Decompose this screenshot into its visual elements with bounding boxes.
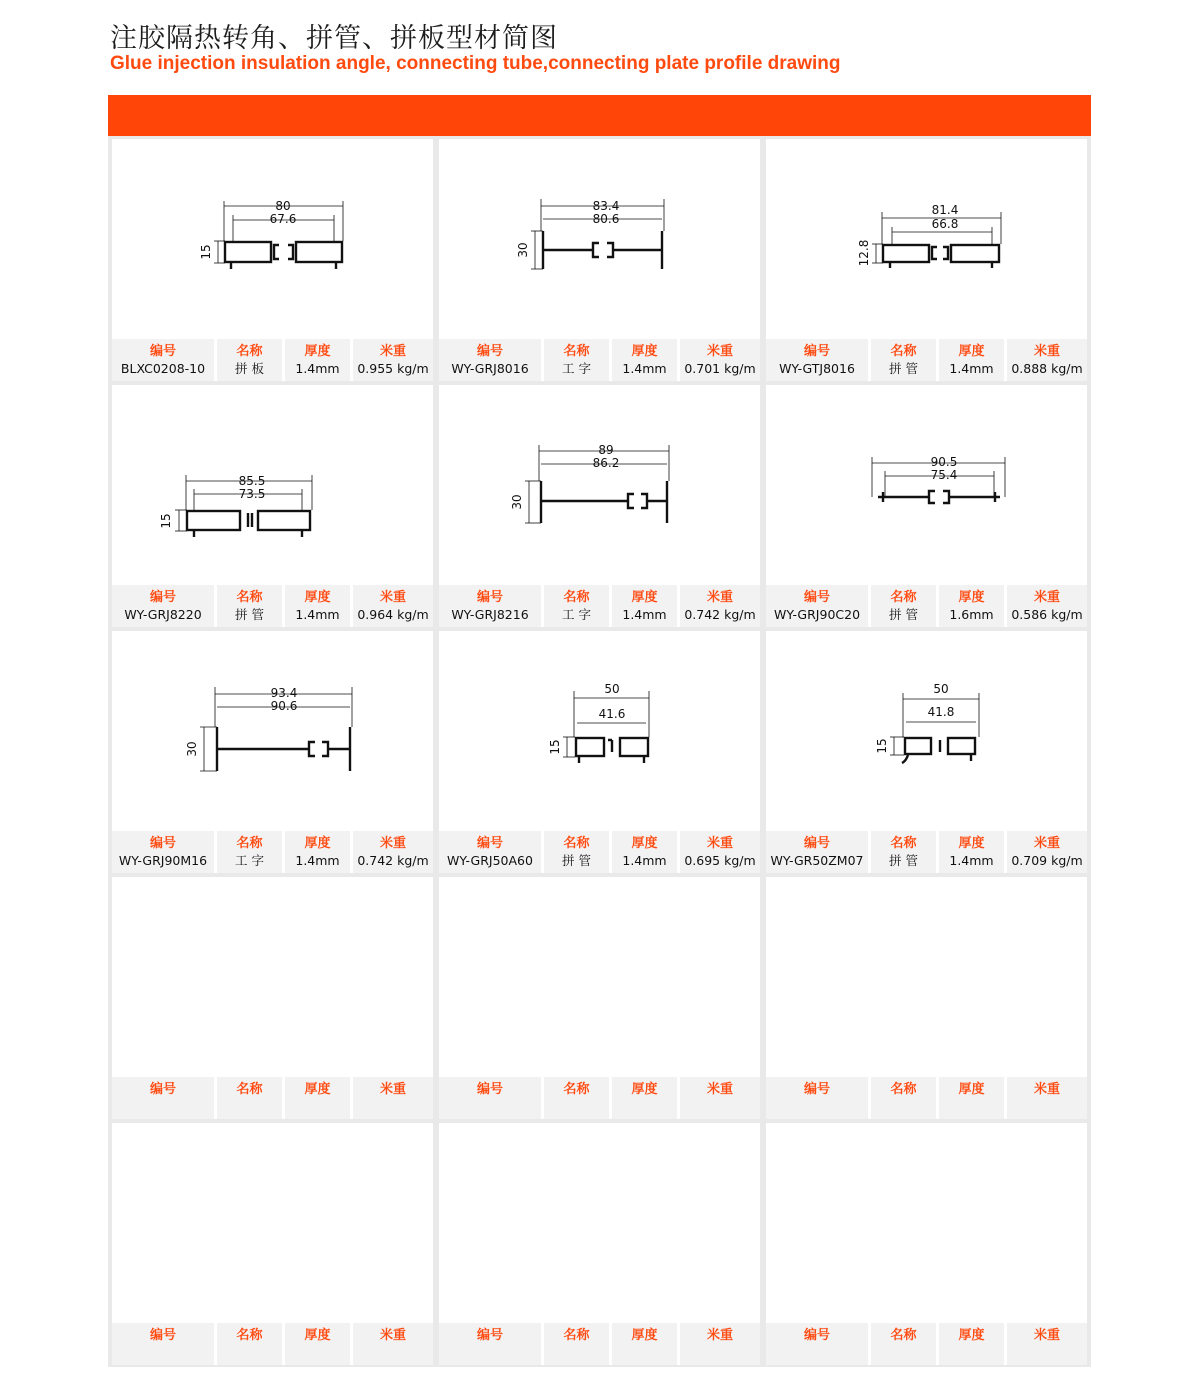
dim-outer: 85.5 — [238, 474, 266, 488]
dim-outer: 81.4 — [931, 203, 959, 217]
name-value: 拼 管 — [235, 607, 264, 622]
profile-drawing — [439, 631, 760, 831]
weight-label: 米重 — [379, 1082, 406, 1097]
profile-card[interactable] — [766, 139, 1087, 381]
code-value: WY-GRJ90M16 — [118, 853, 208, 868]
profile-card[interactable] — [439, 631, 760, 873]
dim-outer: 83.4 — [592, 199, 620, 213]
code-label: 编号 — [149, 590, 176, 605]
profile-grid — [108, 136, 1091, 1367]
name-value: 拼 管 — [562, 853, 591, 868]
code-label: 编号 — [476, 590, 503, 605]
thickness-value: 1.4mm — [295, 853, 340, 868]
spec-row — [439, 1077, 760, 1119]
profile-drawing — [439, 139, 760, 339]
thickness-value: 1.4mm — [949, 361, 994, 376]
weight-value: 0.955 kg/m — [357, 361, 429, 376]
dim-inner: 75.4 — [930, 468, 958, 482]
thickness-value: 1.4mm — [622, 607, 667, 622]
spec-row — [112, 585, 433, 627]
thickness-label: 厚度 — [631, 836, 658, 851]
thickness-label: 厚度 — [304, 590, 331, 605]
name-value: 工 字 — [235, 853, 264, 868]
profile-drawing — [112, 139, 433, 339]
weight-label: 米重 — [1033, 1328, 1060, 1343]
name-value: 工 字 — [562, 361, 591, 376]
weight-label: 米重 — [706, 836, 733, 851]
code-label: 编号 — [803, 1082, 830, 1097]
thickness-label: 厚度 — [631, 1328, 658, 1343]
empty-card — [112, 877, 433, 1119]
spec-row — [766, 339, 1087, 381]
dim-height: 30 — [510, 494, 524, 510]
code-label: 编号 — [476, 1328, 503, 1343]
thickness-value: 1.4mm — [295, 361, 340, 376]
weight-label: 米重 — [379, 344, 406, 359]
thickness-label: 厚度 — [304, 344, 331, 359]
spec-row — [766, 1323, 1087, 1365]
dim-outer: 50 — [604, 682, 620, 696]
thickness-value: 1.4mm — [295, 607, 340, 622]
dim-inner: 67.6 — [269, 212, 297, 226]
thickness-label: 厚度 — [958, 1082, 985, 1097]
code-label: 编号 — [149, 1082, 176, 1097]
weight-label: 米重 — [1033, 1082, 1060, 1097]
weight-label: 米重 — [379, 836, 406, 851]
name-value: 拼 管 — [889, 853, 918, 868]
weight-value: 0.742 kg/m — [357, 853, 429, 868]
profile-card[interactable] — [112, 385, 433, 627]
spec-row — [439, 831, 760, 873]
name-label: 名称 — [890, 590, 917, 605]
name-label: 名称 — [236, 1328, 263, 1343]
thickness-value: 1.4mm — [622, 853, 667, 868]
profile-drawing — [439, 385, 760, 585]
profile-card[interactable] — [439, 385, 760, 627]
name-label: 名称 — [236, 836, 263, 851]
code-value: WY-GR50ZM07 — [770, 853, 864, 868]
code-label: 编号 — [149, 836, 176, 851]
empty-card — [112, 1123, 433, 1365]
weight-value: 0.701 kg/m — [684, 361, 756, 376]
weight-label: 米重 — [706, 1328, 733, 1343]
weight-value: 0.709 kg/m — [1011, 853, 1083, 868]
empty-card — [766, 1123, 1087, 1365]
dim-inner: 41.8 — [927, 705, 955, 719]
spec-row — [112, 339, 433, 381]
name-value: 拼 管 — [889, 361, 918, 376]
name-label: 名称 — [236, 344, 263, 359]
spec-row — [439, 339, 760, 381]
name-label: 名称 — [890, 344, 917, 359]
thickness-label: 厚度 — [631, 590, 658, 605]
dim-inner: 80.6 — [592, 212, 620, 226]
code-value: WY-GRJ8016 — [451, 361, 529, 376]
weight-value: 0.586 kg/m — [1011, 607, 1083, 622]
code-label: 编号 — [149, 1328, 176, 1343]
code-label: 编号 — [803, 344, 830, 359]
dim-inner: 86.2 — [592, 456, 620, 470]
dim-height: 30 — [185, 741, 199, 757]
profile-drawing — [112, 385, 433, 585]
profile-drawing — [112, 631, 433, 831]
dim-height: 15 — [548, 739, 562, 755]
page-title: 注胶隔热转角、拼管、拼板型材简图 — [110, 23, 558, 54]
code-value: BLXC0208-10 — [120, 361, 206, 376]
profile-drawing — [766, 139, 1087, 339]
thickness-label: 厚度 — [958, 590, 985, 605]
code-value: WY-GTJ8016 — [779, 361, 855, 376]
dim-outer: 50 — [933, 682, 949, 696]
empty-card — [439, 877, 760, 1119]
thickness-label: 厚度 — [304, 836, 331, 851]
name-label: 名称 — [890, 1082, 917, 1097]
code-value: WY-GRJ90C20 — [773, 607, 861, 622]
spec-row — [112, 831, 433, 873]
weight-label: 米重 — [1033, 344, 1060, 359]
dim-height: 15 — [199, 244, 213, 260]
name-value: 工 字 — [562, 607, 591, 622]
name-label: 名称 — [236, 590, 263, 605]
profile-drawing — [766, 631, 1087, 831]
thickness-value: 1.4mm — [949, 853, 994, 868]
spec-row — [766, 585, 1087, 627]
dim-height: 30 — [516, 242, 530, 258]
dim-outer: 93.4 — [270, 686, 298, 700]
name-label: 名称 — [563, 344, 590, 359]
code-label: 编号 — [803, 836, 830, 851]
dim-height: 15 — [159, 513, 173, 529]
thickness-value: 1.4mm — [622, 361, 667, 376]
header-bar — [108, 95, 1091, 136]
dim-outer: 90.5 — [930, 455, 958, 469]
dim-inner: 41.6 — [598, 707, 626, 721]
dim-height: 12.8 — [857, 239, 871, 267]
thickness-label: 厚度 — [958, 344, 985, 359]
thickness-label: 厚度 — [958, 1328, 985, 1343]
thickness-label: 厚度 — [631, 1082, 658, 1097]
weight-label: 米重 — [706, 344, 733, 359]
weight-label: 米重 — [706, 1082, 733, 1097]
empty-card — [439, 1123, 760, 1365]
thickness-label: 厚度 — [304, 1082, 331, 1097]
code-label: 编号 — [803, 1328, 830, 1343]
dim-outer: 80 — [275, 199, 291, 213]
code-value: WY-GRJ50A60 — [447, 853, 533, 868]
name-label: 名称 — [890, 1328, 917, 1343]
weight-label: 米重 — [379, 590, 406, 605]
spec-row — [766, 831, 1087, 873]
code-label: 编号 — [803, 590, 830, 605]
profile-card[interactable] — [766, 631, 1087, 873]
weight-value: 0.742 kg/m — [684, 607, 756, 622]
spec-row — [112, 1323, 433, 1365]
weight-value: 0.695 kg/m — [684, 853, 756, 868]
name-label: 名称 — [563, 590, 590, 605]
dim-outer: 89 — [598, 443, 614, 457]
thickness-label: 厚度 — [958, 836, 985, 851]
name-label: 名称 — [563, 1082, 590, 1097]
code-label: 编号 — [476, 1082, 503, 1097]
profile-card[interactable] — [112, 139, 433, 381]
name-value: 拼 管 — [889, 607, 918, 622]
profile-drawing — [766, 385, 1087, 585]
code-label: 编号 — [476, 836, 503, 851]
thickness-value: 1.6mm — [949, 607, 994, 622]
dim-inner: 73.5 — [238, 487, 266, 501]
dim-inner: 66.8 — [931, 217, 959, 231]
name-label: 名称 — [236, 1082, 263, 1097]
profile-card[interactable] — [766, 385, 1087, 627]
weight-value: 0.888 kg/m — [1011, 361, 1083, 376]
name-value: 拼 板 — [235, 361, 264, 376]
name-label: 名称 — [563, 836, 590, 851]
weight-label: 米重 — [1033, 590, 1060, 605]
weight-value: 0.964 kg/m — [357, 607, 429, 622]
weight-label: 米重 — [706, 590, 733, 605]
weight-label: 米重 — [1033, 836, 1060, 851]
thickness-label: 厚度 — [304, 1328, 331, 1343]
code-label: 编号 — [149, 344, 176, 359]
profile-card[interactable] — [439, 139, 760, 381]
empty-card — [766, 877, 1087, 1119]
thickness-label: 厚度 — [631, 344, 658, 359]
code-value: WY-GRJ8216 — [451, 607, 529, 622]
spec-row — [439, 585, 760, 627]
dim-height: 15 — [875, 738, 889, 754]
code-value: WY-GRJ8220 — [124, 607, 202, 622]
spec-row — [766, 1077, 1087, 1119]
spec-row — [112, 1077, 433, 1119]
name-label: 名称 — [563, 1328, 590, 1343]
name-label: 名称 — [890, 836, 917, 851]
profile-card[interactable] — [112, 631, 433, 873]
spec-row — [439, 1323, 760, 1365]
page-subtitle: Glue injection insulation angle, connecting tube,connecting plate profile drawing — [110, 53, 841, 74]
dim-inner: 90.6 — [270, 699, 298, 713]
code-label: 编号 — [476, 344, 503, 359]
weight-label: 米重 — [379, 1328, 406, 1343]
